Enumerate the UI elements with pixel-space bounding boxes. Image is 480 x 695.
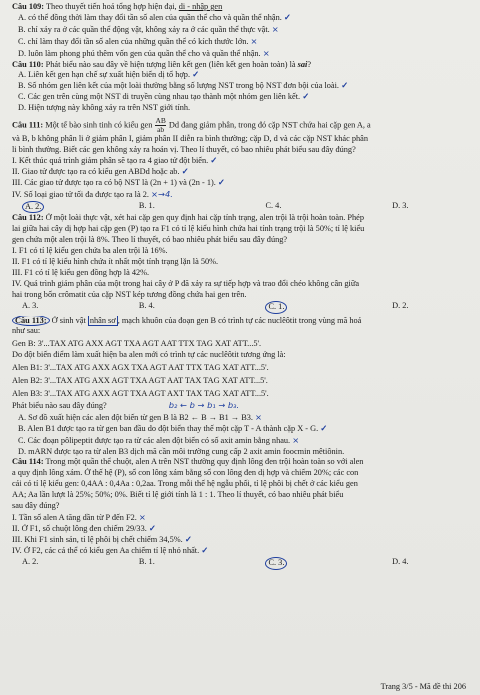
q111-number: Câu 111: [12, 120, 44, 130]
q113-allele-b1: Alen B1: 3'...TAX ATG AXX AGX TXA AGT AAT TTX TAG XAT ATT...5'. [12, 363, 269, 373]
q113-gene-b: Gen B: 3'...TAX ATG AXX AGT TXA AGT AAT TTX TAG XAT ATT...5'. [12, 339, 262, 349]
q112-option-d: D. 2. [392, 300, 409, 310]
page-footer: Trang 3/5 - Mã đề thi 206 [380, 682, 466, 692]
q112-option-b: B. 4. [138, 300, 155, 310]
q112-statement-ii: II. F1 có tỉ lệ kiểu hình chứa ít nhất một tính trạng lặn là 50%. [12, 257, 219, 267]
check-mark-icon: ✓ [210, 155, 218, 165]
q113-option-d: D. mARN được tạo ra từ alen B3 dịch mã cần môi trường cung cấp 2 axit amin foocmin mêtiônin. [18, 446, 345, 456]
cross-mark-icon: × [292, 434, 300, 445]
q114-line-5: sau đây đúng? [12, 501, 60, 511]
q109-stem-keyword: di - nhập gen [178, 2, 223, 11]
check-mark-icon: ✓ [283, 12, 291, 22]
q109-option-a: A. có thể đồng thời làm thay đổi tần số alen của quần thể cho và quần thể nhận. [18, 12, 282, 22]
check-mark-icon: ✓ [192, 70, 200, 80]
check-mark-icon: ✓ [217, 177, 225, 187]
q112-number: Câu 112: [12, 213, 44, 223]
q113-option-b: B. Alen B1 được tạo ra từ gen ban đầu do đột biến thay thế một cặp T - A thành cặp X - G. [18, 423, 319, 433]
q114-option-b: B. 1. [138, 556, 155, 566]
q114-option-c: C. 3. [265, 557, 287, 570]
q112-line-3: gen chứa một alen trội là 8%. Theo lí thuyết, có bao nhiêu phát biểu sau đây đúng? [12, 235, 288, 245]
q114-number: Câu 114: [12, 457, 44, 467]
check-mark-icon: ✓ [201, 545, 209, 555]
q110-option-a: A. Liên kết gen hạn chế sự xuất hiện biến dị tổ hợp. [18, 70, 191, 80]
question-112 [12, 213, 470, 313]
q114-statement-ii: II. Ở F1, số chuột lông đen chiếm 29/33. [12, 523, 147, 533]
q112-statement-iv-cont: hai trong bốn crômatit của cặp NST kép tương đồng chứa hai gen trên. [12, 289, 247, 299]
q109-stem: Theo thuyết tiến hoá tổng hợp hiện đại, [44, 2, 179, 11]
q111-statement-i: I. Kết thúc quá trình giảm phân sẽ tạo ra 4 giao tử đột biến. [12, 155, 209, 165]
q114-line-3: cái có tỉ lệ kiểu gen: 0,4AA : 0,4Aa : 0,2aa. Trong mỗi thế hệ ngẫu phối, tỉ lệ phôi bị chết ở các kiểu gen [12, 479, 358, 489]
q113-keyword-box: nhân sơ [89, 315, 116, 325]
genotype-denominator: ab [157, 125, 165, 135]
q114-option-a: A. 2. [22, 556, 39, 566]
q113-allele-b3: Alen B3: 3'...TAX ATG AXX AGT TXA AGT AXT TAX TAG XAT ATT...5'. [12, 389, 269, 398]
q112-option-c: C. 1. [265, 301, 287, 314]
q114-line-4: AA; Aa lần lượt là 25%; 50%; 0%. Biết tỉ lệ giới tính là 1 : 1. Theo lí thuyết, có bao nhiêu phát biểu [12, 490, 344, 500]
q111-options [12, 201, 470, 214]
q112-option-a: A. 3. [22, 300, 39, 310]
q111-line-2: và B, b không phân li ở giảm phân I, giảm phân II diễn ra bình thường; cặp D, d và các cặp NST khác phân [12, 134, 368, 144]
q112-options [12, 301, 470, 314]
cross-mark-icon: × [138, 511, 146, 522]
genotype-numerator: AB [155, 117, 166, 126]
q112-statement-iv: IV. Quá trình giảm phân của một trong hai cây ở P đã xảy ra sự tiếp hợp và trao đổi chéo không cân giữa [12, 278, 360, 288]
q113-line-1b: , mạch khuôn của đoạn gen B có trình tự các nuclêôtit trong vùng mã hoá [117, 315, 362, 325]
q111-stem: Một tế bào sinh tinh có kiểu gen [43, 120, 155, 130]
q111-statement-iii: III. Các giao tử được tạo ra có bộ NST là (2n + 1) và (2n - 1). [12, 177, 216, 187]
q112-line-1: Ở một loài thực vật, xét hai cặp gen quy định hai cặp tính trạng, alen trội là trội hoàn toàn. Phép [43, 213, 364, 223]
q114-line-2: a quy định lông xám. Ở thế hệ (P), số con lông xám bằng số con lông đen dị hợp và chiếm 20%; các con [12, 468, 359, 478]
q111-statement-ii: II. Giao tử được tạo ra có kiểu gen ABDd hoặc ab. [12, 166, 180, 176]
cross-mark-icon: × [255, 411, 262, 422]
q114-statement-i: I. Tần số alen A tăng dần từ P đến F2. [12, 512, 137, 522]
q113-allele-b2: Alen B2: 3'...TAX ATG AXX AGT TXA AGT AAT TAX TAG XAT ATT...5'. [12, 376, 268, 386]
q109-option-b: B. chỉ xảy ra ở các quần thể động vật, không xảy ra ở các quần thể thực vật. [18, 24, 270, 34]
q114-statement-iv: IV. Ở F2, các cá thể có kiểu gen Aa chiếm tỉ lệ nhỏ nhất. [12, 545, 200, 555]
q110-option-b: B. Số nhóm gen liên kết của một loài thường bằng số lượng NST trong bộ NST đơn bội của loài. [18, 81, 339, 91]
cross-mark-icon: × [250, 35, 258, 46]
q113-option-c: C. Các đoạn pôlipeptit được tạo ra từ các alen đột biến có số axit amin bằng nhau. [18, 435, 291, 445]
q112-line-2: lai giữa hai cây dị hợp hai cặp gen (P) tạo ra F1 có tỉ lệ kiểu hình chứa hai tính trạng trội là 50%; tỉ lệ kiểu [12, 224, 365, 234]
cross-mark-icon: × [262, 47, 270, 58]
q114-statement-iii: III. Khi F1 sinh sản, tỉ lệ phôi bị chết chiếm 34,5%. [12, 534, 183, 544]
check-mark-icon: ✓ [302, 92, 310, 102]
handwritten-note-icon: b₂ ← b → b₁ → b₃. [168, 399, 240, 410]
question-113 [12, 316, 470, 458]
q112-statement-i: I. F1 có tỉ lệ kiểu gen chứa ba alen trội là 16%. [12, 246, 168, 256]
q111-line-3: li bình thường. Biết các gen không xảy ra hoán vị. Theo lí thuyết, có bao nhiêu phát biểu sau đây đúng? [12, 144, 356, 154]
q109-option-d: D. luôn làm phong phú thêm vốn gen của quần thể cho và quần thể nhận. [18, 48, 261, 58]
check-mark-icon: ✓ [320, 423, 328, 433]
q111-statement-iv: IV. Số loại giao tử tối đa được tạo ra là 2. [12, 189, 149, 199]
q111-option-d: D. 3. [392, 200, 409, 210]
check-mark-icon: ✓ [341, 81, 349, 91]
q113-option-a: A. Sơ đồ xuất hiện các alen đột biến từ gen B là B2 ← B → B1 → B3. [18, 412, 253, 422]
q110-option-d: D. Hiện tượng này không xảy ra trên NST giới tính. [18, 103, 191, 113]
question-110 [12, 60, 470, 115]
genotype-fraction [155, 117, 165, 134]
question-111 [12, 117, 470, 213]
question-114 [12, 457, 470, 569]
q111-option-a: A. 2. [22, 201, 44, 214]
q111-option-b: B. 1. [138, 200, 155, 210]
cross-mark-icon: × [271, 23, 279, 34]
q109-option-c: C. chỉ làm thay đổi tần số alen của những quần thể có kích thước lớn. [18, 36, 249, 46]
q109-number: Câu 109: [12, 2, 45, 11]
check-mark-icon: ✓ [148, 523, 156, 533]
question-109 [12, 2, 470, 60]
q113-line-2: như sau: [12, 326, 41, 336]
q113-number: Câu 113: [12, 316, 50, 326]
q110-stem-end: ? [307, 59, 312, 69]
q114-option-d: D. 4. [392, 556, 409, 566]
q113-line-1a: Ở sinh vật [49, 315, 88, 325]
q110-option-c: C. Các gen trên cùng một NST di truyền cùng nhau tạo thành một nhóm gen liên kết. [18, 92, 301, 102]
q111-stem-cont: Dd đang giảm phân, trong đó cặp NST chứa hai cặp gen A, a [166, 120, 371, 130]
q111-option-c: C. 4. [265, 200, 282, 210]
q114-options [12, 557, 470, 570]
q112-statement-iii: III. F1 có tỉ lệ kiểu gen đồng hợp là 42%. [12, 267, 150, 277]
q110-keyword-sai: sai [297, 59, 308, 69]
q110-number: Câu 110: [12, 59, 44, 69]
q114-line-1: Trong một quần thể chuột, alen A trên NST thường quy định lông đen trội hoàn toàn so với alen [43, 457, 364, 467]
check-mark-icon: ✓ [181, 166, 189, 176]
check-mark-icon: ✓ [184, 534, 192, 544]
q110-stem: Phát biểu nào sau đây về hiện tượng liên kết gen (liên kết gen hoàn toàn) là [43, 59, 298, 69]
q113-question: Phát biểu nào sau đây đúng? [12, 400, 107, 410]
q113-line-3: Do đột biến điểm làm xuất hiện ba alen mới có trình tự các nuclêôtit tương ứng là: [12, 350, 286, 360]
handwritten-note-icon: ×→4. [151, 188, 173, 199]
